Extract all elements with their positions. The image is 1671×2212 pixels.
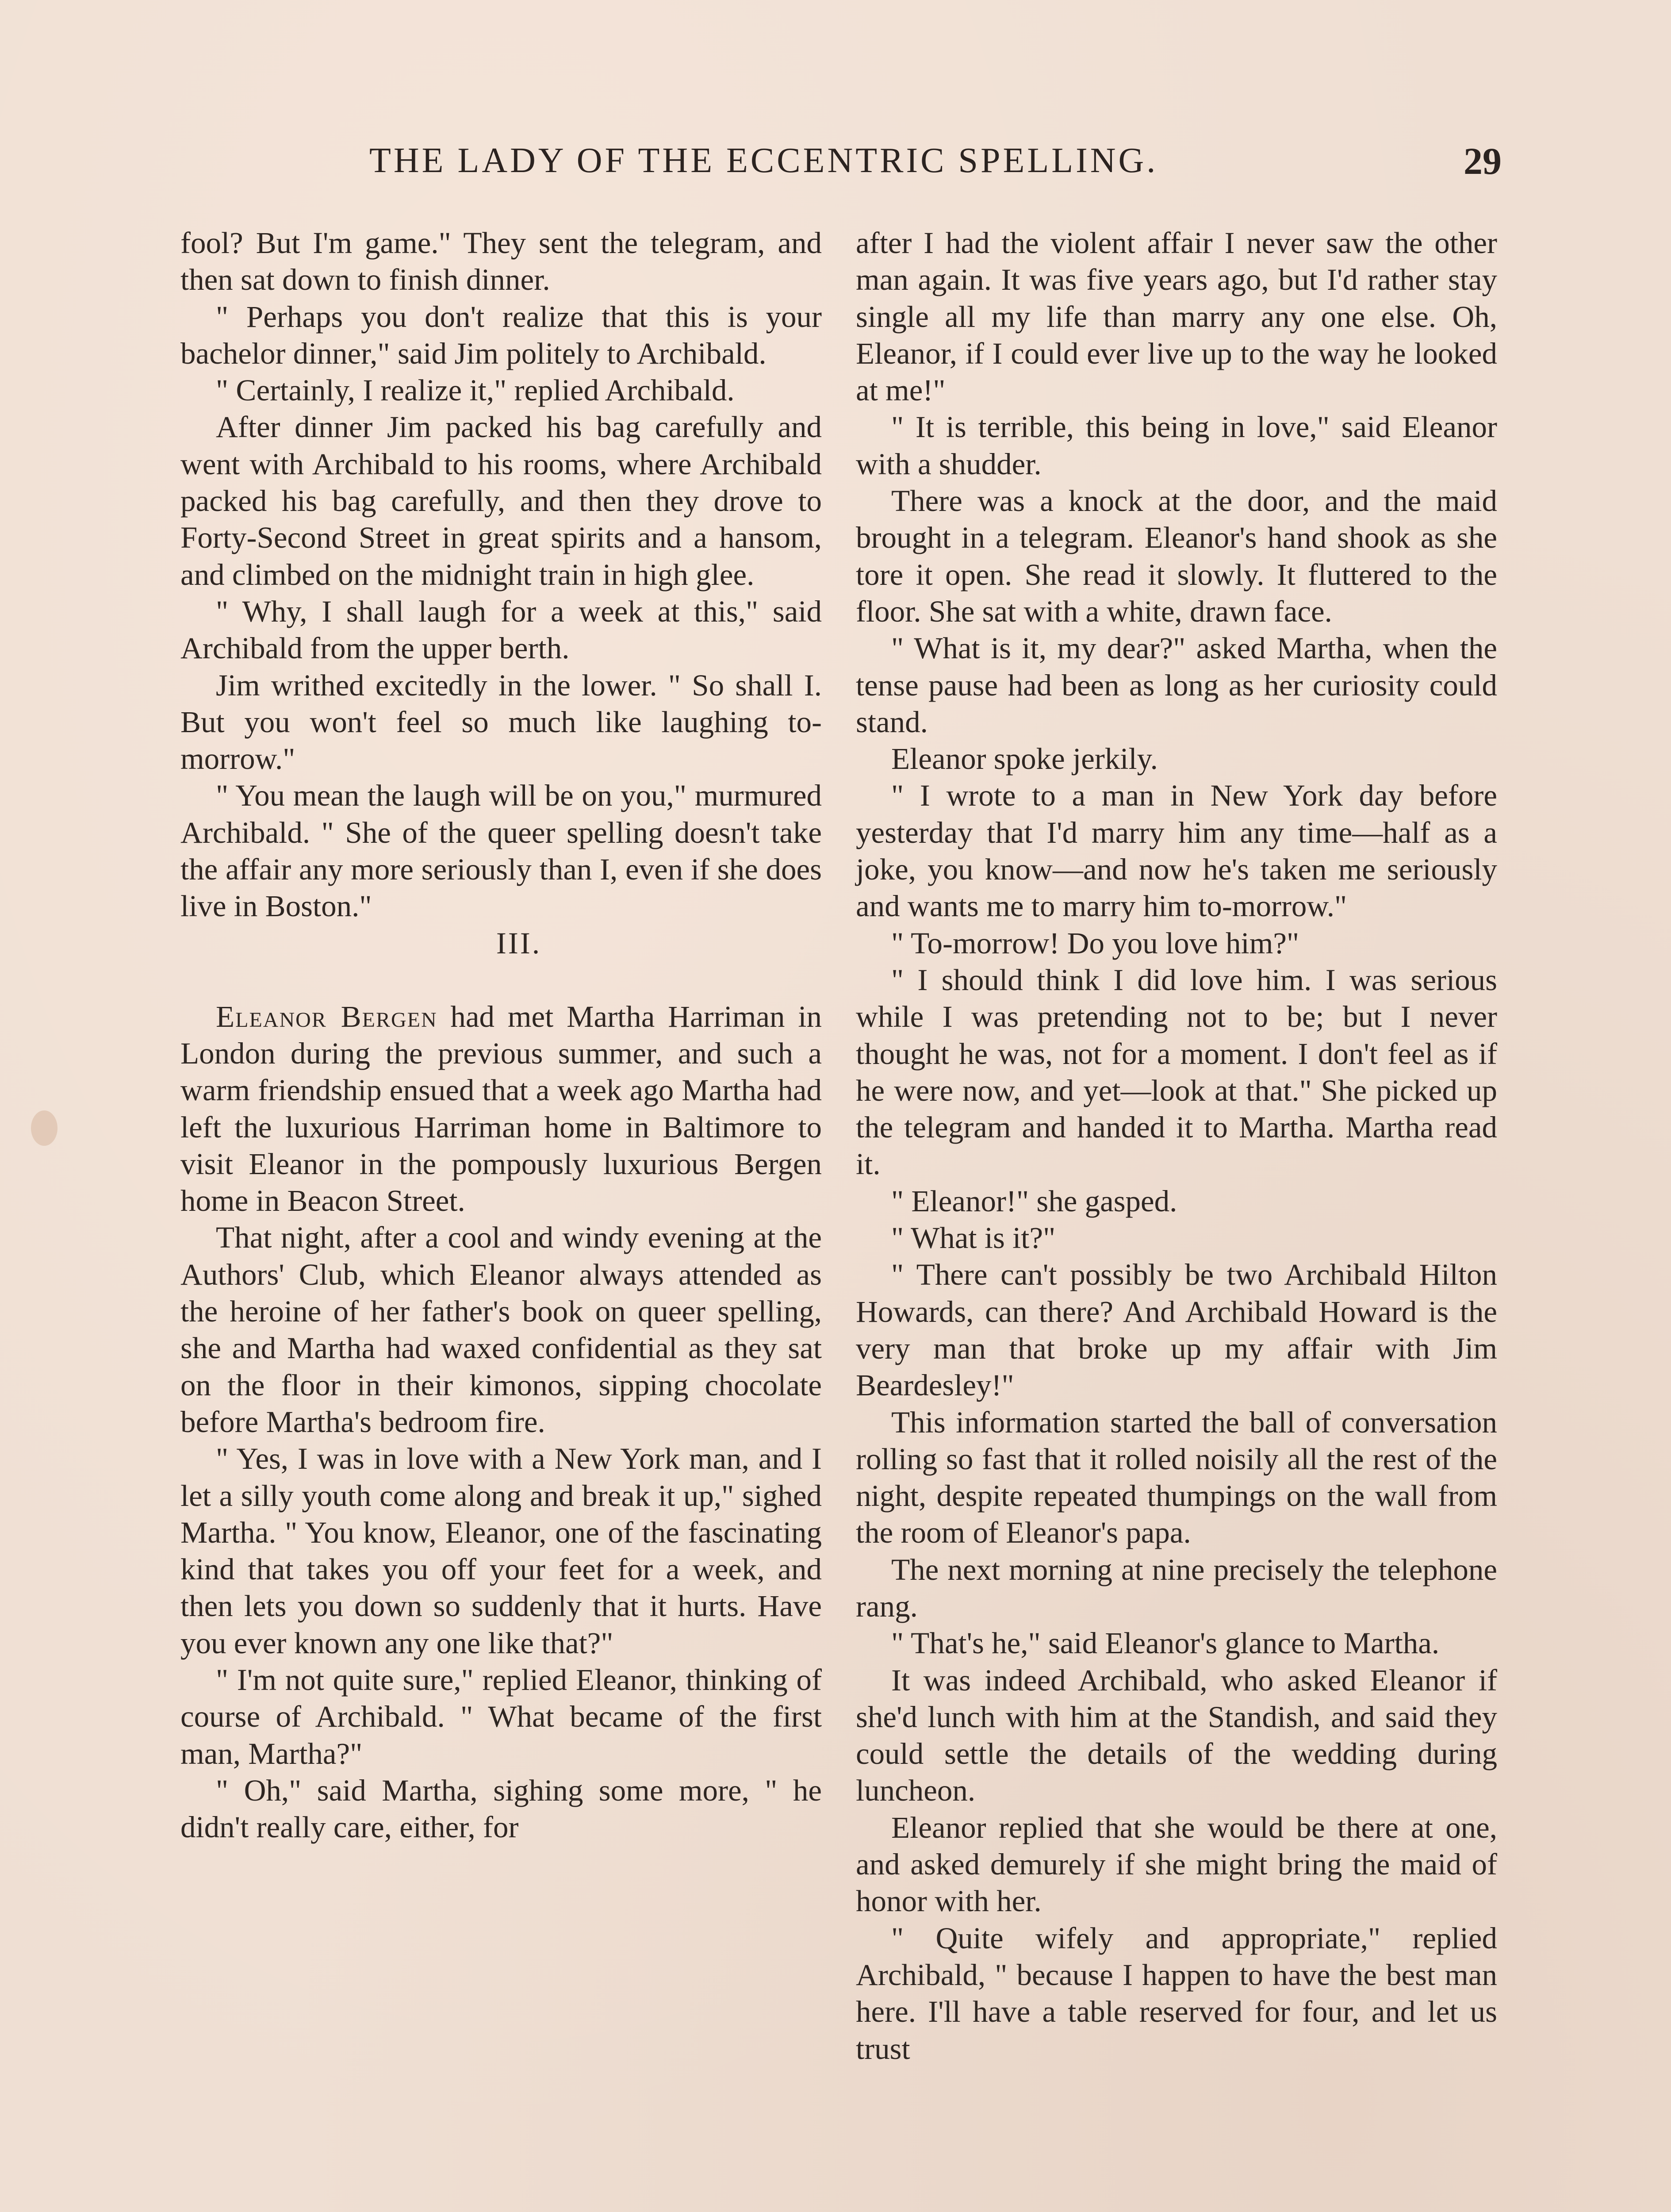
paragraph: " Eleanor!" she gasped. bbox=[891, 1184, 1177, 1218]
paragraph-text: had met Martha Harriman in London during the previous summer, and such a warm friendship ensued that a week ago Martha had left the luxurious Harriman home in Baltimore to visit Eleanor in the pompously luxurious Bergen home in Beacon Street. bbox=[180, 999, 822, 1218]
paragraph bbox=[180, 998, 822, 1220]
paragraph: " There can't possibly be two Archibald Hilton Howards, can there? And Archibald Howard is the very man that broke up my affair with Jim Beardesley!" bbox=[856, 1258, 1497, 1402]
paragraph: That night, after a cool and windy evening at the Authors' Club, which Eleanor always attended as the heroine of her father's book on queer spelling, she and Martha had waxed confidential as they sat on the floor in their kimonos, sipping chocolate before Martha's bedroom fire. bbox=[180, 1221, 822, 1439]
paragraph: " Why, I shall laugh for a week at this," said Archibald from the upper berth. bbox=[180, 594, 822, 665]
paragraph: " It is terrible, this being in love," said Eleanor with a shudder. bbox=[856, 410, 1497, 481]
paragraph: " I wrote to a man in New York day before yesterday that I'd marry him any time—half as a joke, you know—and now he's taken me seriously and wants me to marry him to-morrow." bbox=[856, 779, 1497, 923]
paragraph: The next morning at nine precisely the telephone rang. bbox=[856, 1552, 1497, 1623]
paragraph: " That's he," said Eleanor's glance to Martha. bbox=[891, 1626, 1440, 1660]
paragraph: After dinner Jim packed his bag carefully and went with Archibald to his rooms, where Archibald packed his bag carefully, and then they drove to Forty-Second Street in great spirits and a hansom, and climbed on the midnight train in high glee. bbox=[180, 410, 822, 591]
paragraph: Eleanor replied that she would be there at one, and asked demurely if she might bring the maid of honor with her. bbox=[856, 1810, 1497, 1918]
paragraph: " Oh," said Martha, sighing some more, " he didn't really care, either, for bbox=[180, 1773, 822, 1844]
page-header bbox=[369, 141, 1502, 189]
paragraph: " Certainly, I realize it," replied Archibald. bbox=[216, 373, 735, 407]
section-heading: III. bbox=[496, 926, 542, 960]
paper-stain bbox=[31, 1110, 57, 1146]
running-title: THE LADY OF THE ECCENTRIC SPELLING. bbox=[369, 141, 1158, 180]
paragraph: after I had the violent affair I never saw the other man again. It was five years ago, but I'd rather stay single all my life than marry any one else. Oh, Eleanor, if I could ever live up to the way he looked at me!" bbox=[856, 226, 1497, 407]
paragraph: " Quite wifely and appropriate," replied Archibald, " because I happen to have the best man here. I'll have a table reserved for four, and let us trust bbox=[856, 1921, 1497, 2066]
paragraph: " Yes, I was in love with a New York man, and I let a silly youth come along and break it up," sighed Martha. " You know, Eleanor, one of the fascinating kind that takes you off your feet for a week, and then lets you down so suddenly that it hurts. Have you ever known any one like that?" bbox=[180, 1442, 822, 1660]
paragraph: fool? But I'm game." They sent the telegram, and then sat down to finish dinner. bbox=[180, 226, 822, 297]
paragraph: It was indeed Archibald, who asked Eleanor if she'd lunch with him at the Standish, and said they could settle the details of the wedding during luncheon. bbox=[856, 1663, 1497, 1808]
paragraph-lead-smallcaps: Eleanor Bergen bbox=[216, 999, 437, 1033]
paragraph: This information started the ball of conversation rolling so fast that it rolled noisily all the rest of the night, despite repeated thumpings on the wall from the room of Eleanor's papa. bbox=[856, 1405, 1497, 1550]
paragraph: Jim writhed excitedly in the lower. " So shall I. But you won't feel so much like laughing to-morrow." bbox=[180, 668, 822, 776]
paragraph: Eleanor spoke jerkily. bbox=[891, 742, 1158, 776]
paragraph: " You mean the laugh will be on you," murmured Archibald. " She of the queer spelling doesn't take the affair any more seriously than I, even if she does live in Boston." bbox=[180, 779, 822, 923]
paragraph: " I'm not quite sure," replied Eleanor, thinking of course of Archibald. " What became of the first man, Martha?" bbox=[180, 1663, 822, 1770]
paragraph: " I should think I did love him. I was serious while I was pretending not to be; but I never thought he was, not for a moment. I don't feel as if he were now, and yet—look at that." She picked up the telegram and handed it to Martha. Martha read it. bbox=[856, 963, 1497, 1181]
paragraph: " To-morrow! Do you love him?" bbox=[891, 926, 1299, 960]
paragraph: There was a knock at the door, and the maid brought in a telegram. Eleanor's hand shook as she tore it open. She read it slowly. It fluttered to the floor. She sat with a white, drawn face. bbox=[856, 484, 1497, 628]
paragraph: " What is it?" bbox=[891, 1221, 1056, 1255]
left-column bbox=[180, 225, 822, 1846]
paragraph: " Perhaps you don't realize that this is your bachelor dinner," said Jim politely to Archibald. bbox=[180, 300, 822, 370]
right-column bbox=[856, 225, 1497, 2067]
paragraph: " What is it, my dear?" asked Martha, when the tense pause had been as long as her curiosity could stand. bbox=[856, 631, 1497, 739]
page-number: 29 bbox=[1464, 140, 1502, 182]
